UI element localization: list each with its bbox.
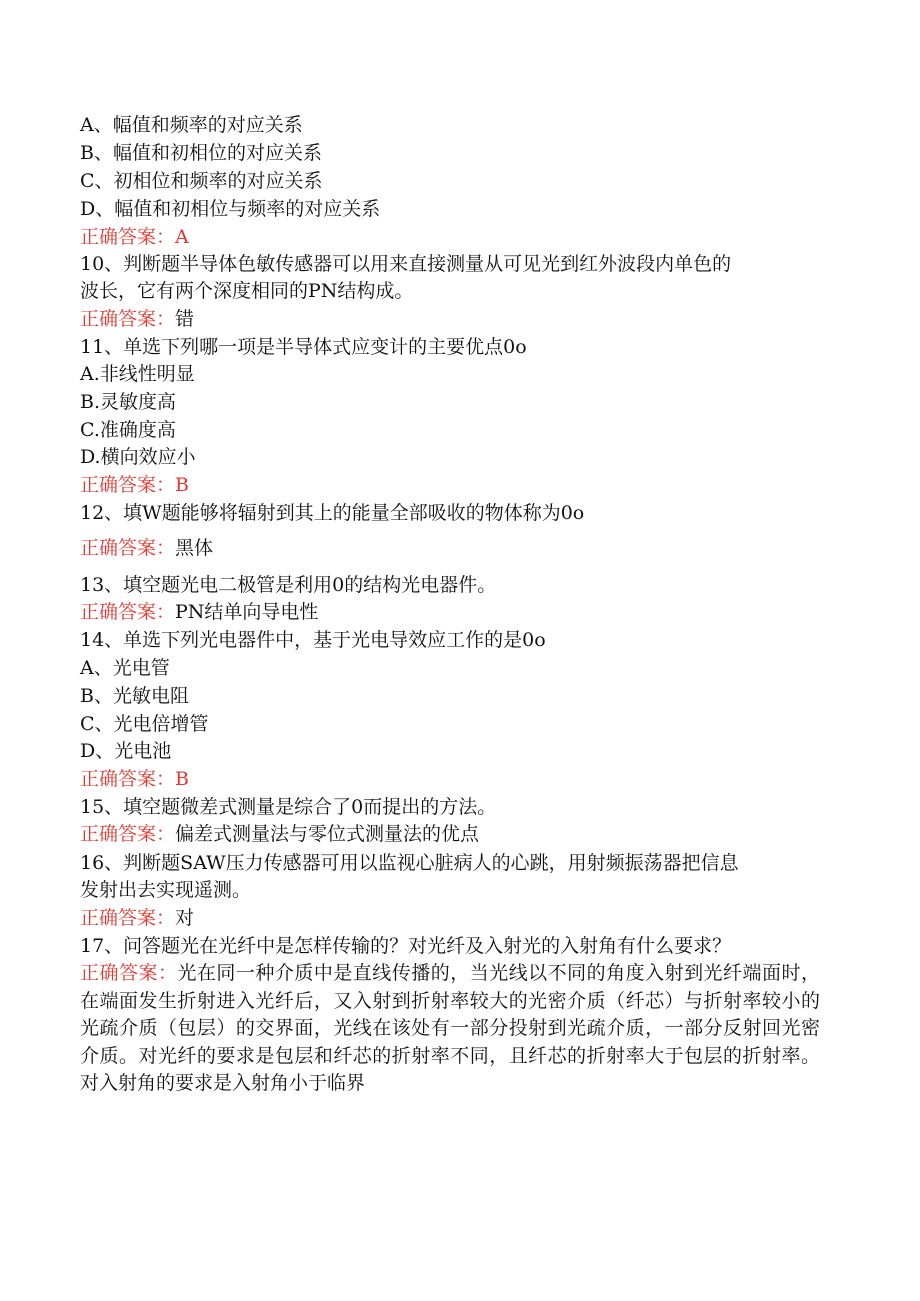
q14-option-c: C、光电倍增管 — [80, 713, 209, 735]
q9-option-c: C、初相位和频率的对应关系 — [80, 170, 323, 192]
answer-label: 正确答案： — [80, 537, 176, 559]
answer-value: 光在同一种介质中是直线传播的，当光线以不同的角度入射到光纤端面时，在端面发生折射进入光纤后，又入射到折射率较大的光密介质（纤芯）与折射率较小的光疏介质（包层）的交界面，光线在该处有一部分投射到光疏介质，一部分反射回光密介质。对光纤的要求是包层和纤芯的折射率不同，且纤芯的折射率大于包层的折射率。对入射角的要求是入射角小于临界 — [80, 962, 820, 1094]
q15-answer — [80, 820, 479, 848]
answer-label: 正确答案： — [80, 907, 176, 929]
q10-question-line1: 10、判断题半导体色敏传感器可以用来直接测量从可见光到红外波段内单色的 — [80, 253, 732, 275]
answer-value: 黑体 — [175, 537, 214, 559]
q11-option-d: D.横向效应小 — [80, 446, 196, 468]
answer-label: 正确答案： — [80, 601, 176, 623]
answer-label: 正确答案： — [80, 768, 176, 790]
q12-answer — [80, 534, 213, 562]
q9-option-d: D、幅值和初相位与频率的对应关系 — [80, 198, 381, 220]
answer-value: 对 — [175, 907, 195, 929]
q16-question-line1: 16、判断题SAW压力传感器可用以监视心脏病人的心跳，用射频振荡器把信息 — [80, 852, 739, 874]
answer-value: B — [175, 474, 189, 496]
answer-label: 正确答案： — [80, 823, 176, 845]
q9-answer — [80, 223, 189, 251]
q13-question: 13、填空题光电二极管是利用0的结构光电器件。 — [80, 574, 497, 596]
q17-question: 17、问答题光在光纤中是怎样传输的？对光纤及入射光的入射角有什么要求？ — [80, 935, 732, 957]
q14-option-d: D、光电池 — [80, 740, 172, 762]
answer-value: B — [175, 768, 189, 790]
q15-question: 15、填空题微差式测量是综合了0而提出的方法。 — [80, 796, 497, 818]
answer-value: 错 — [175, 308, 195, 330]
q11-option-a: A.非线性明显 — [80, 363, 195, 385]
q11-option-c: C.准确度高 — [80, 419, 176, 441]
q14-option-b: B、光敏电阻 — [80, 685, 189, 707]
q10-answer — [80, 305, 194, 333]
q14-answer — [80, 765, 189, 793]
q17-answer — [80, 960, 820, 1098]
q11-option-b: B.灵敏度高 — [80, 391, 177, 413]
answer-value: A — [175, 226, 189, 248]
q14-option-a: A、光电管 — [80, 657, 170, 679]
q13-answer — [80, 598, 318, 626]
answer-label: 正确答案： — [80, 962, 178, 984]
answer-label: 正确答案： — [80, 474, 176, 496]
q9-option-a: A、幅值和频率的对应关系 — [80, 114, 303, 136]
q12-question: 12、填W题能够将辐射到其上的能量全部吸收的物体称为0o — [80, 502, 585, 524]
answer-value: 偏差式测量法与零位式测量法的优点 — [175, 823, 480, 845]
answer-label: 正确答案： — [80, 308, 176, 330]
answer-label: 正确答案： — [80, 226, 176, 248]
q14-question: 14、单选下列光电器件中，基于光电导效应工作的是0o — [80, 629, 546, 651]
q16-answer — [80, 904, 194, 932]
q11-answer — [80, 471, 189, 499]
q16-question-line2: 发射出去实现遥测。 — [80, 879, 252, 901]
q10-question-line2: 波长，它有两个深度相同的PN结构成。 — [80, 280, 414, 302]
q9-option-b: B、幅值和初相位的对应关系 — [80, 142, 322, 164]
answer-value: PN结单向导电性 — [175, 601, 319, 623]
q11-question: 11、单选下列哪一项是半导体式应变计的主要优点0o — [80, 336, 527, 358]
